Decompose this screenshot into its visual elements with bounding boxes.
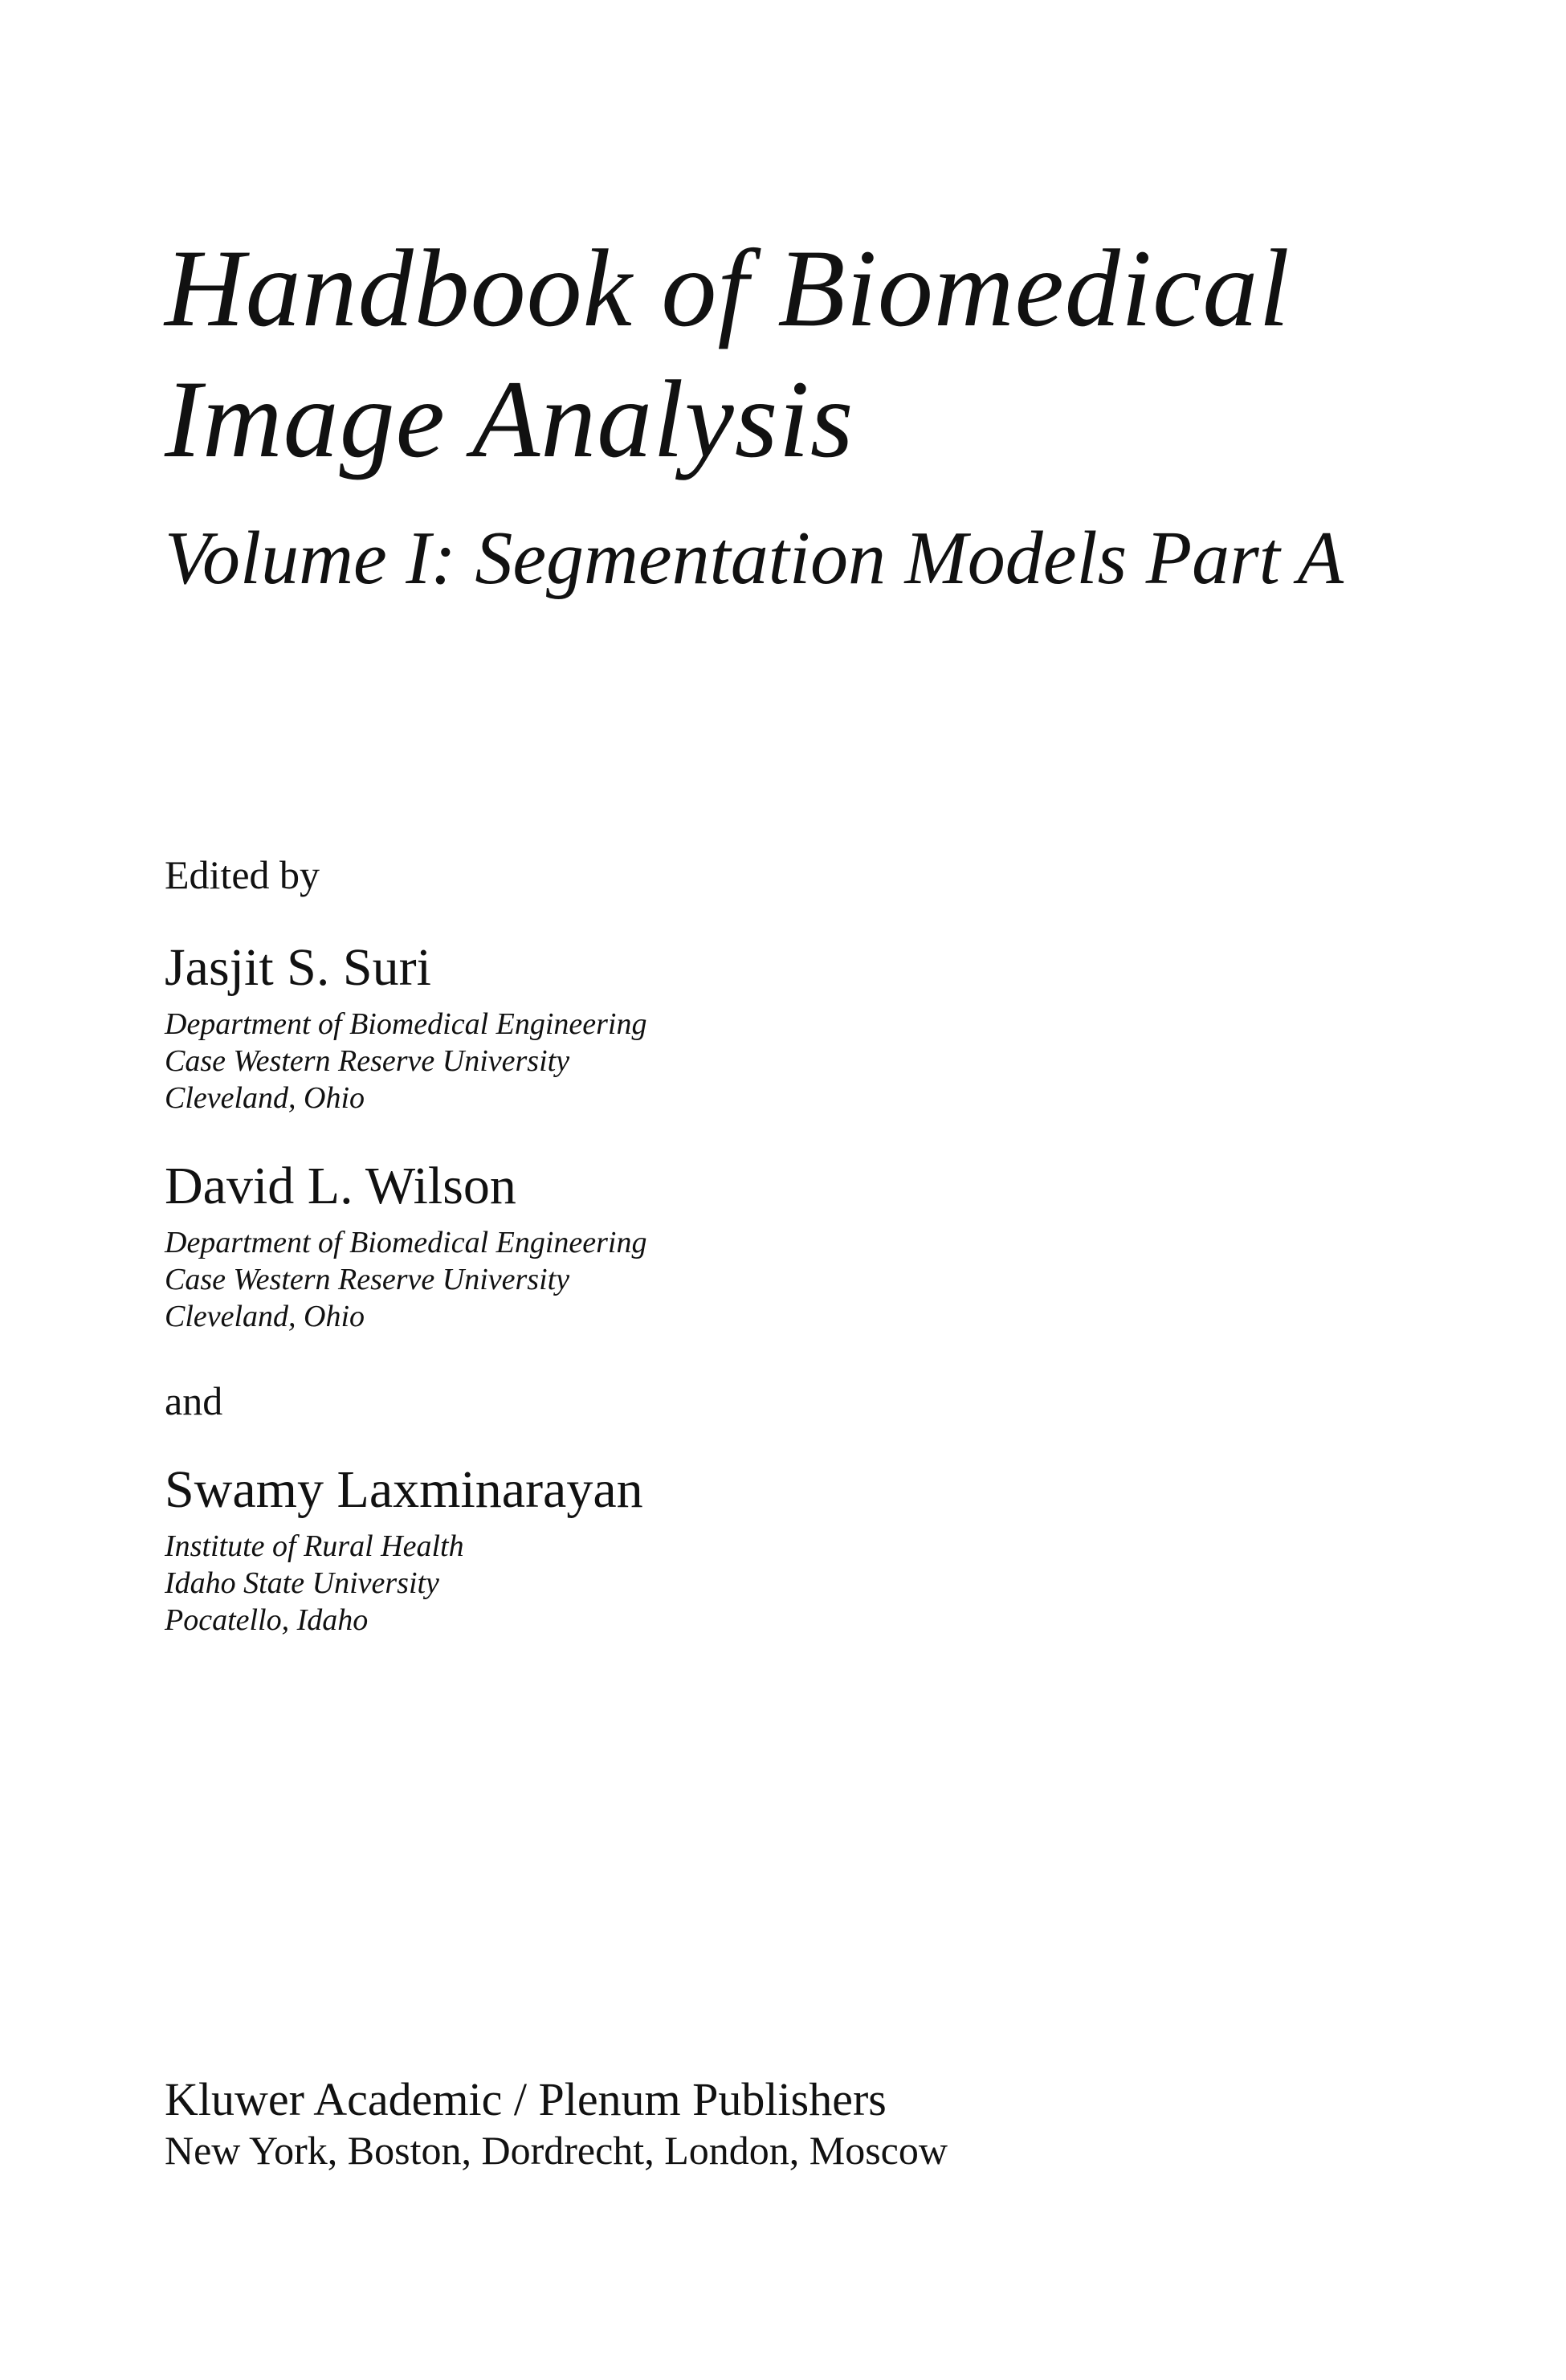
editor-name: Jasjit S. Suri — [165, 938, 431, 997]
editor-affiliation-department: Department of Biomedical Engineering — [165, 1007, 647, 1041]
and-label: and — [165, 1378, 223, 1423]
book-title-line-2: Image Analysis — [165, 357, 854, 480]
editor-affiliation-location: Cleveland, Ohio — [165, 1300, 365, 1333]
editor-affiliation-department: Department of Biomedical Engineering — [165, 1226, 647, 1259]
book-title-line-1: Handbook of Biomedical — [165, 227, 1291, 349]
publisher-cities: New York, Boston, Dordrecht, London, Moscow — [165, 2128, 948, 2173]
editor-affiliation-university: Idaho State University — [165, 1566, 439, 1600]
edited-by-label: Edited by — [165, 852, 320, 897]
editor-affiliation-institute: Institute of Rural Health — [165, 1529, 464, 1563]
editor-name: Swamy Laxminarayan — [165, 1460, 643, 1519]
editor-name: David L. Wilson — [165, 1157, 516, 1215]
volume-subtitle: Volume I: Segmentation Models Part A — [165, 516, 1344, 600]
editor-affiliation-university: Case Western Reserve University — [165, 1044, 570, 1078]
editor-affiliation-location: Cleveland, Ohio — [165, 1081, 365, 1115]
editor-affiliation-location: Pocatello, Idaho — [165, 1603, 369, 1637]
publisher-name: Kluwer Academic / Plenum Publishers — [165, 2073, 887, 2125]
editor-affiliation-university: Case Western Reserve University — [165, 1263, 570, 1296]
